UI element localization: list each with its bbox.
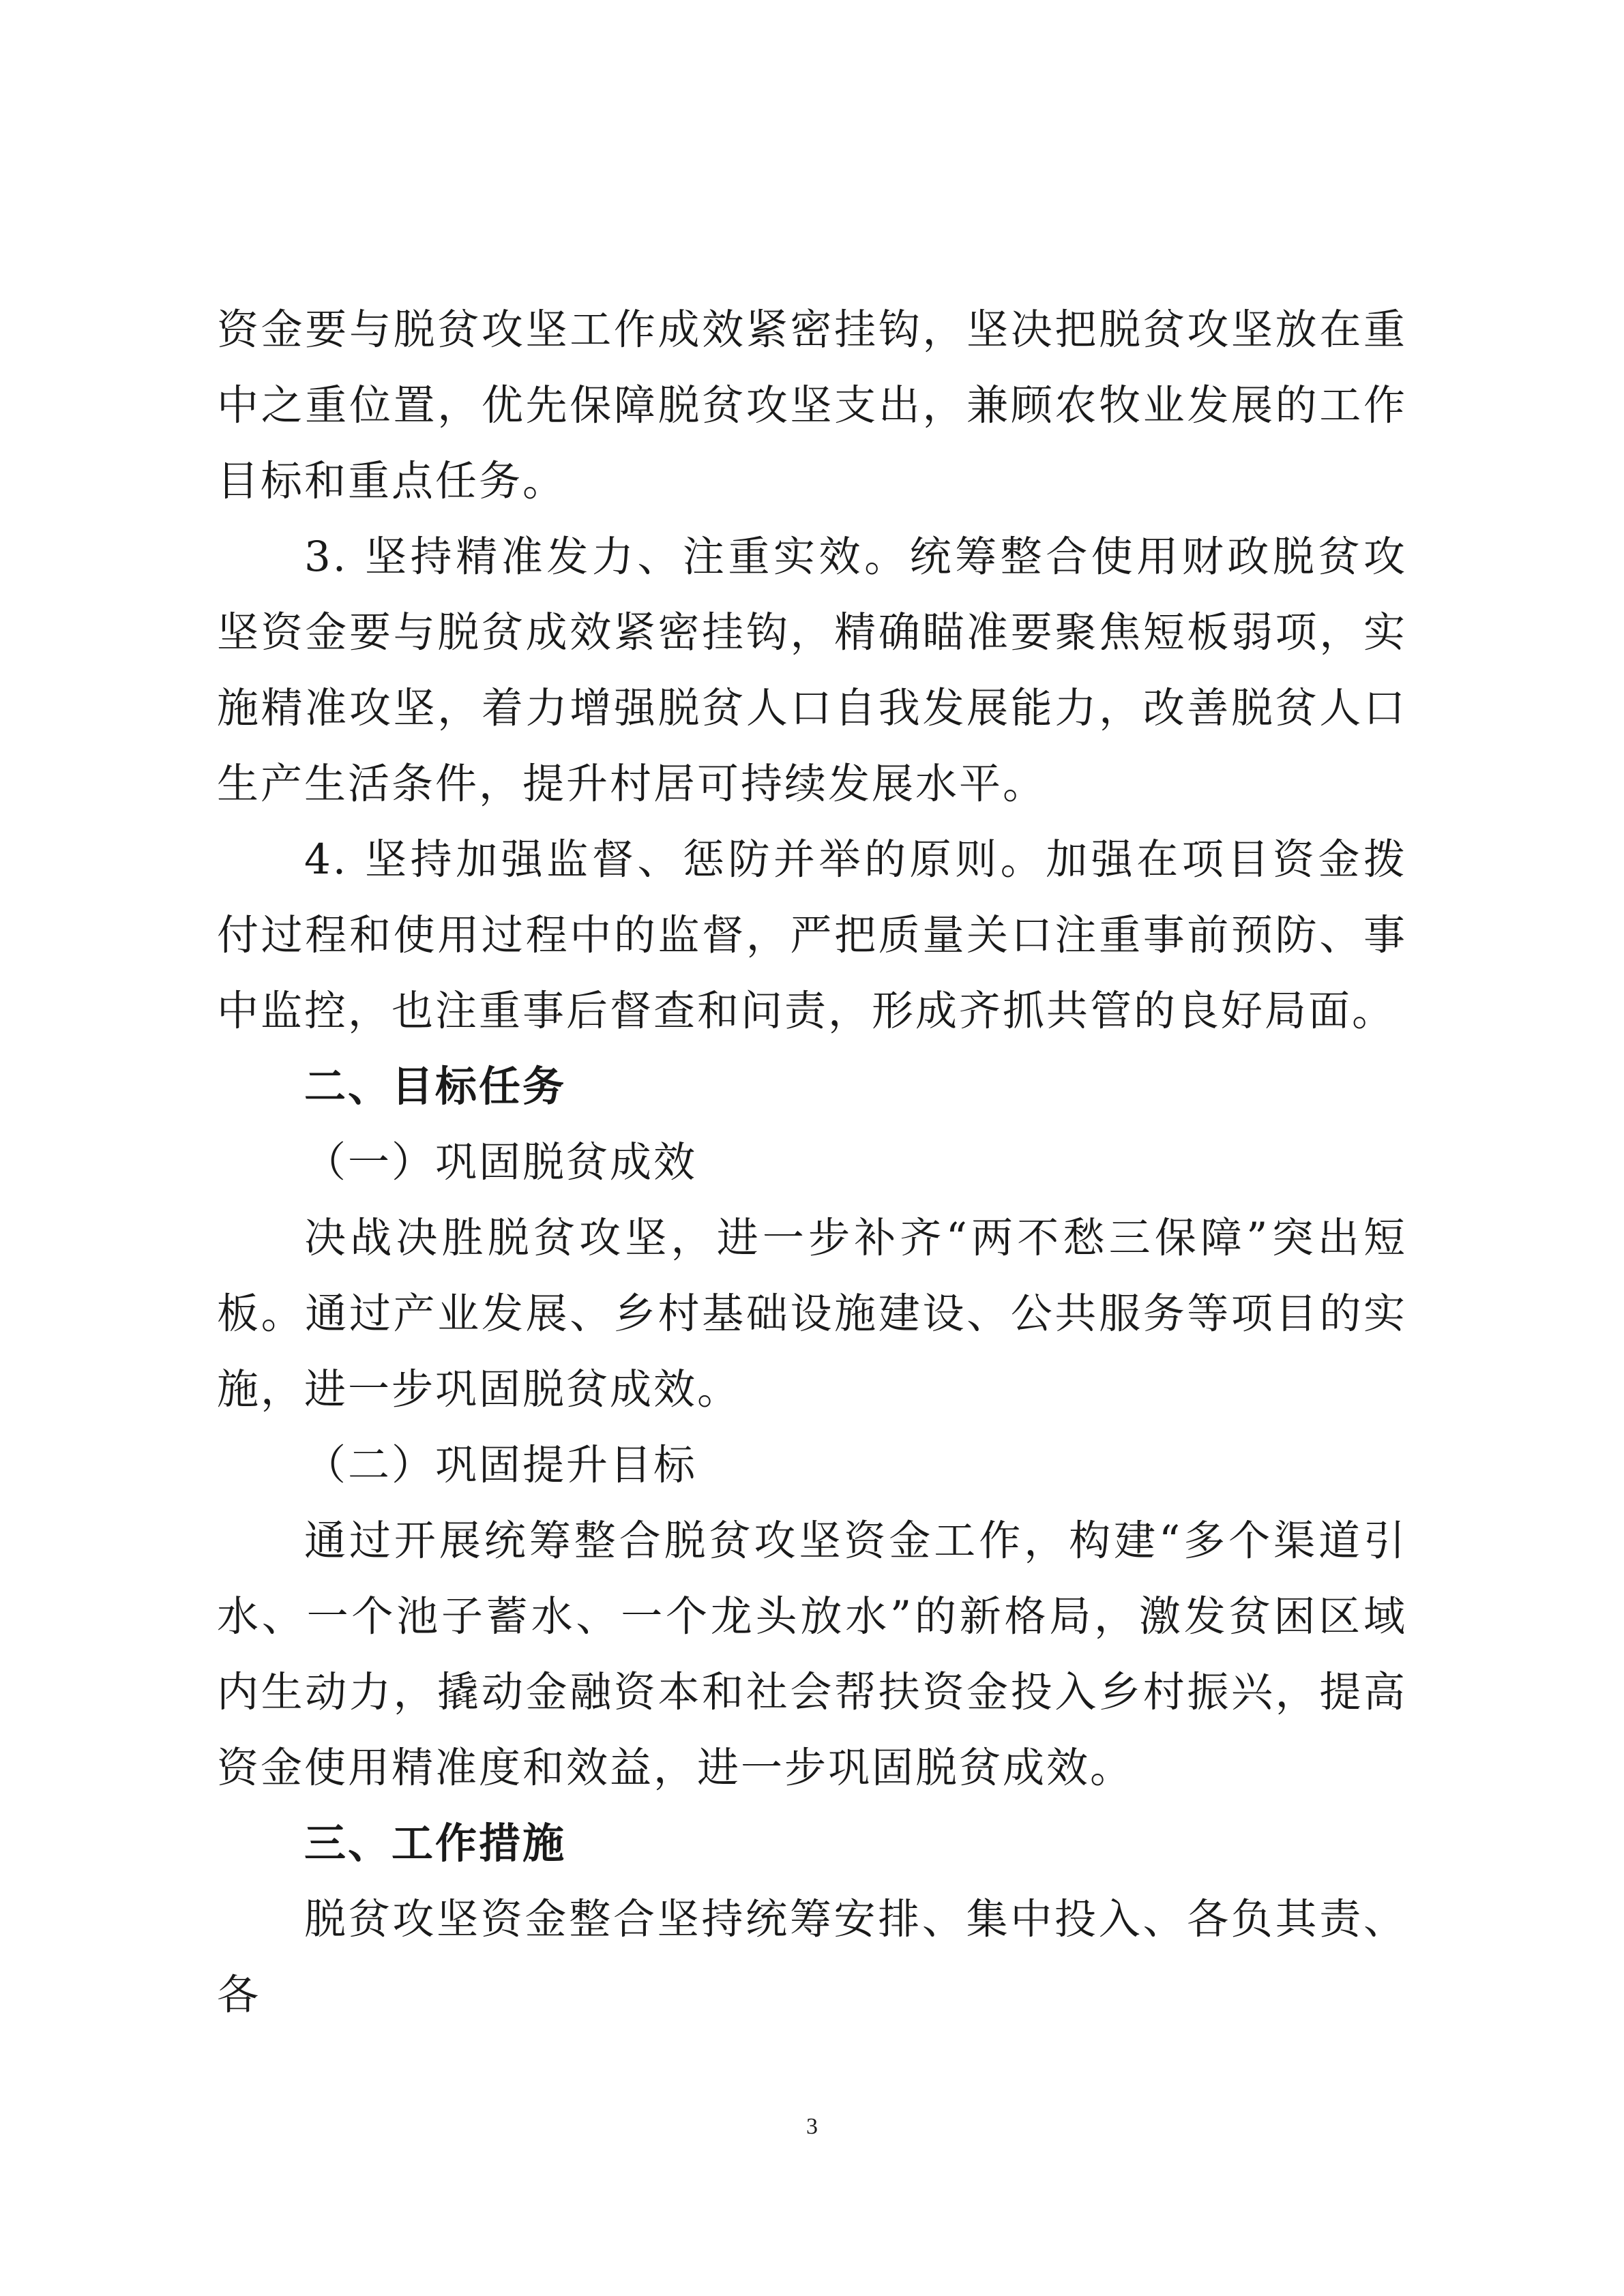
paragraph-consolidate: 决战决胜脱贫攻坚，进一步补齐“两不愁三保障”突出短板。通过产业发展、乡村基础设施建设、公共服务等项目的实施，进一步巩固脱贫成效。 (217, 1214, 1407, 1414)
page-number: 3 (806, 2114, 818, 2139)
document-body (217, 292, 1407, 2033)
paragraph-measures: 脱贫攻坚资金整合坚持统筹安排、集中投入、各负其责、各 (217, 1895, 1407, 2019)
subsection-heading-upgrade: （二）巩固提升目标 (304, 1441, 698, 1489)
section-heading-measures: 三、工作措施 (304, 1819, 567, 1868)
paragraph-principle-4: 4. 坚持加强监督、惩防并举的原则。加强在项目资金拨付过程和使用过程中的监督，严把质量关口注重事前预防、事中监控，也注重事后督查和问责，形成齐抓共管的良好局面。 (217, 835, 1407, 1035)
paragraph-upgrade: 通过开展统筹整合脱贫攻坚资金工作，构建“多个渠道引水、一个池子蓄水、一个龙头放水”的新格局，激发贫困区域内生动力，撬动金融资本和社会帮扶资金投入乡村振兴，提高资金使用精准度和效益，进一步巩固脱贫成效。 (217, 1517, 1407, 1792)
subsection-heading-consolidate: （一）巩固脱贫成效 (304, 1138, 698, 1187)
paragraph-continuation: 资金要与脱贫攻坚工作成效紧密挂钩，坚决把脱贫攻坚放在重中之重位置，优先保障脱贫攻坚支出，兼顾农牧业发展的工作目标和重点任务。 (217, 305, 1407, 505)
paragraph-principle-3: 3. 坚持精准发力、注重实效。统筹整合使用财政脱贫攻坚资金要与脱贫成效紧密挂钩，精确瞄准要聚焦短板弱项，实施精准攻坚，着力增强脱贫人口自我发展能力，改善脱贫人口生产生活条件，提升村居可持续发展水平。 (217, 533, 1407, 808)
section-heading-goals: 二、目标任务 (304, 1062, 567, 1111)
